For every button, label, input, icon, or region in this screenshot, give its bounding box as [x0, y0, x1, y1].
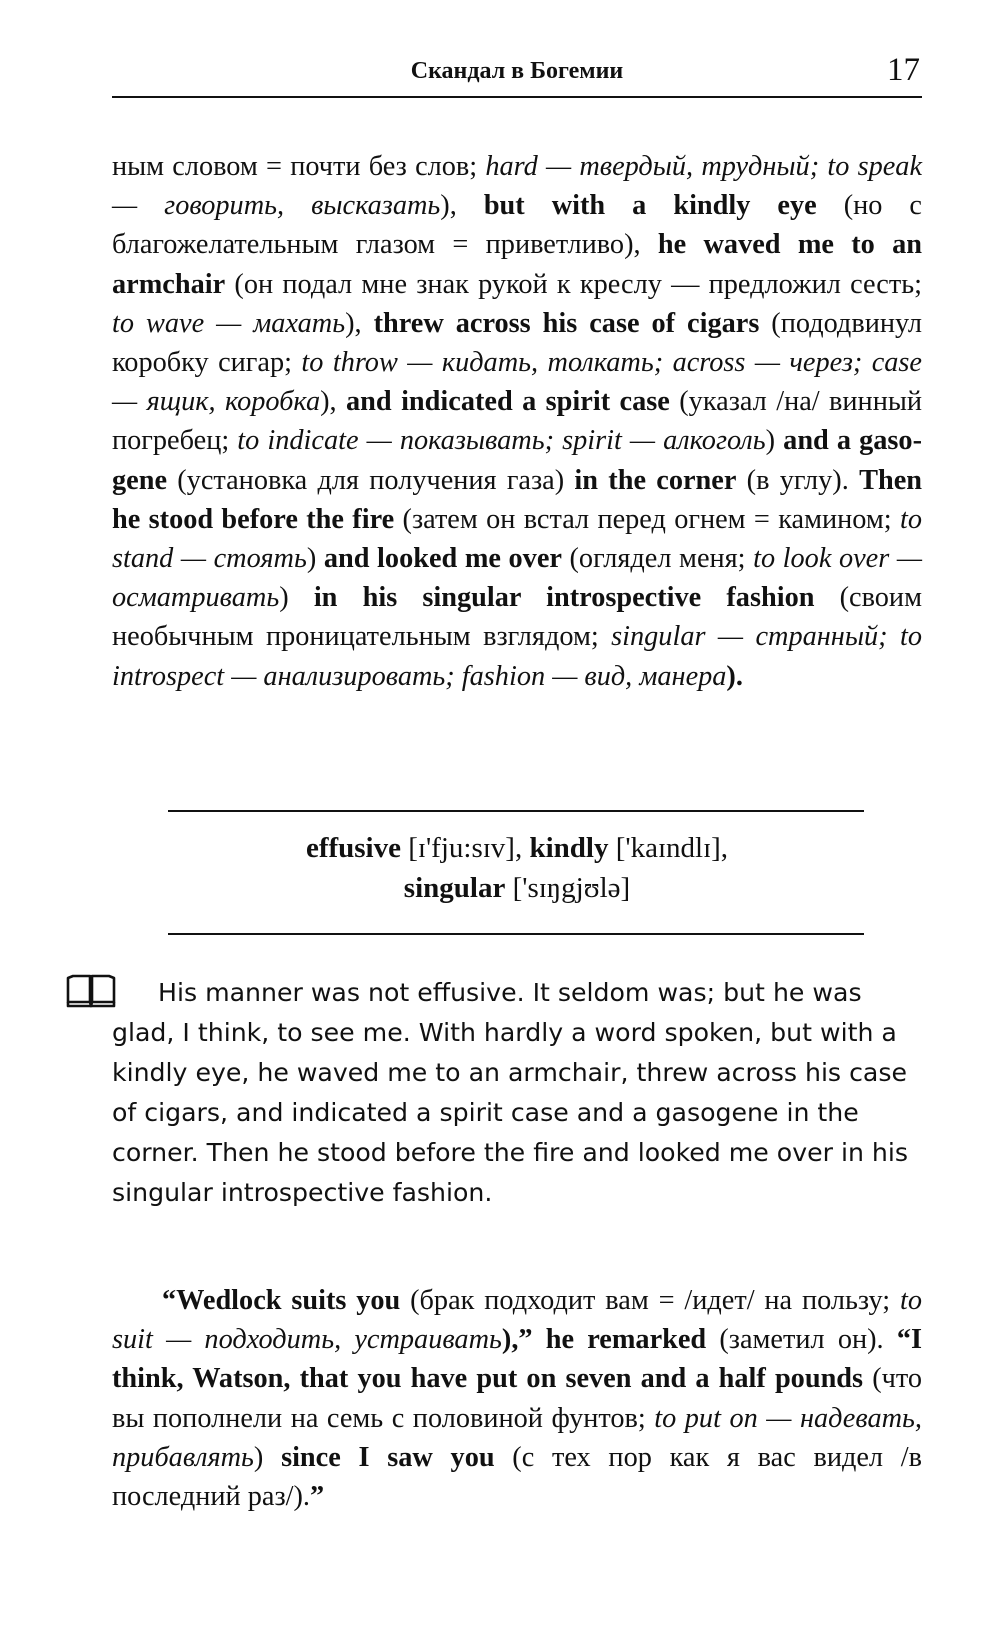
original-english-text: His manner was not effusive. It seldom was; but he was glad, I think, to see me. With hardly a word spoken, but with a kindly eye, he waved me to an armchair, threw across his case of cigars, and indicated a spirit case and a gasogene in the corner. Then he stood before the fire and looked me over in his singular introspective fashion.	[112, 978, 909, 1207]
gloss-italic: to wave — махать	[112, 307, 346, 339]
gloss-italic: to put on — надевать, прибавлять	[112, 1402, 922, 1473]
pron-transcription: ['kaɪndlɪ],	[608, 832, 729, 864]
english-phrase: threw across his case of cigars	[373, 307, 760, 339]
translation: (он подал мне знак рукой к креслу — предложил сесть;	[225, 268, 922, 300]
page-number: 17	[887, 52, 920, 88]
english-phrase: and indicated a spirit case	[346, 386, 670, 418]
english-phrase: but with a kindly eye	[483, 190, 817, 222]
pron-word: singular	[403, 872, 506, 904]
pronunciation-line-1	[112, 828, 922, 868]
pron-word: effusive	[305, 832, 401, 864]
english-phrase: in his singular introspective fashion	[313, 582, 815, 614]
english-phrase: he waved me to an armchair	[112, 229, 923, 300]
english-phrase: since I saw you	[281, 1441, 495, 1473]
pronunciation-line-2	[112, 868, 922, 908]
gloss-italic: to suit — подходить, устраивать	[112, 1285, 922, 1356]
translation: (оглядел меня;	[561, 543, 754, 575]
running-title: Скандал в Богемии	[410, 58, 624, 84]
gloss-italic: to look over — осматривать	[112, 543, 922, 614]
annotated-paragraph-1	[112, 147, 922, 696]
pron-transcription: ['sɪŋgjʊlə]	[505, 872, 631, 904]
translation: (заметил он).	[706, 1324, 897, 1356]
translation: (затем он встал перед огнем = камином;	[394, 503, 900, 535]
english-phrase: and a gasogene	[112, 425, 922, 496]
page-header	[112, 52, 922, 98]
translation: (что вы пополнели на семь с половиной фунтов;	[112, 1363, 922, 1434]
english-phrase: “I think, Watson, that you have put on seven and a half pounds	[112, 1324, 922, 1395]
translation: (брак подходит вам = /идет/ на пользу;	[400, 1285, 900, 1316]
text-run: ),	[345, 307, 374, 339]
text-run: )	[279, 582, 314, 614]
text-run: )	[253, 1441, 282, 1473]
text-run: )	[765, 425, 784, 457]
text-run: ),	[320, 386, 347, 418]
pron-transcription: [ɪ'fju:sɪv],	[400, 832, 530, 864]
gloss-italic: to indicate — показывать; spirit — алкоголь	[237, 425, 766, 457]
text-run: ным словом = почти без слов;	[112, 151, 486, 182]
translation: (указал /на/ винный погребец;	[112, 386, 922, 457]
translation: (установка для получения газа)	[167, 464, 575, 496]
pronunciation-block	[112, 828, 922, 908]
annotated-paragraph-2	[112, 1281, 922, 1516]
translation: (своим необычным проницательным взглядом;	[112, 582, 922, 653]
text-run: ),	[440, 190, 484, 222]
gloss-italic: hard — твердый, трудный; to speak — говорить, высказать	[112, 151, 923, 222]
gloss-italic: to throw — кидать, толкать; across — через; case — ящик, коробка	[112, 347, 922, 418]
english-phrase: “Wedlock suits you	[162, 1285, 401, 1316]
translation: (но с благожелательным глазом = приветливо),	[112, 190, 922, 261]
english-phrase: Then he stood before the fire	[112, 464, 922, 535]
text-run: )	[306, 543, 324, 575]
english-phrase: in the corner	[574, 464, 737, 496]
text-run: ).	[726, 660, 743, 692]
gloss-italic: singular — странный; to introspect — анализировать; fashion — вид, манера	[112, 621, 923, 692]
pron-word: kindly	[529, 832, 609, 864]
english-phrase: he remarked	[545, 1324, 707, 1356]
translation: (пододвинул коробку сигар;	[112, 307, 923, 379]
translation: (с тех пор как я вас видел /в последний раз/).	[112, 1441, 922, 1513]
text-run: ),”	[501, 1324, 546, 1356]
text-run: ”	[310, 1481, 325, 1513]
open-book-icon	[65, 972, 117, 1008]
divider-bottom	[168, 933, 864, 935]
gloss-italic: to stand — стоять	[112, 503, 923, 575]
divider-top	[168, 810, 864, 812]
translation: (в углу).	[736, 464, 860, 496]
english-phrase: and looked me over	[323, 543, 562, 575]
